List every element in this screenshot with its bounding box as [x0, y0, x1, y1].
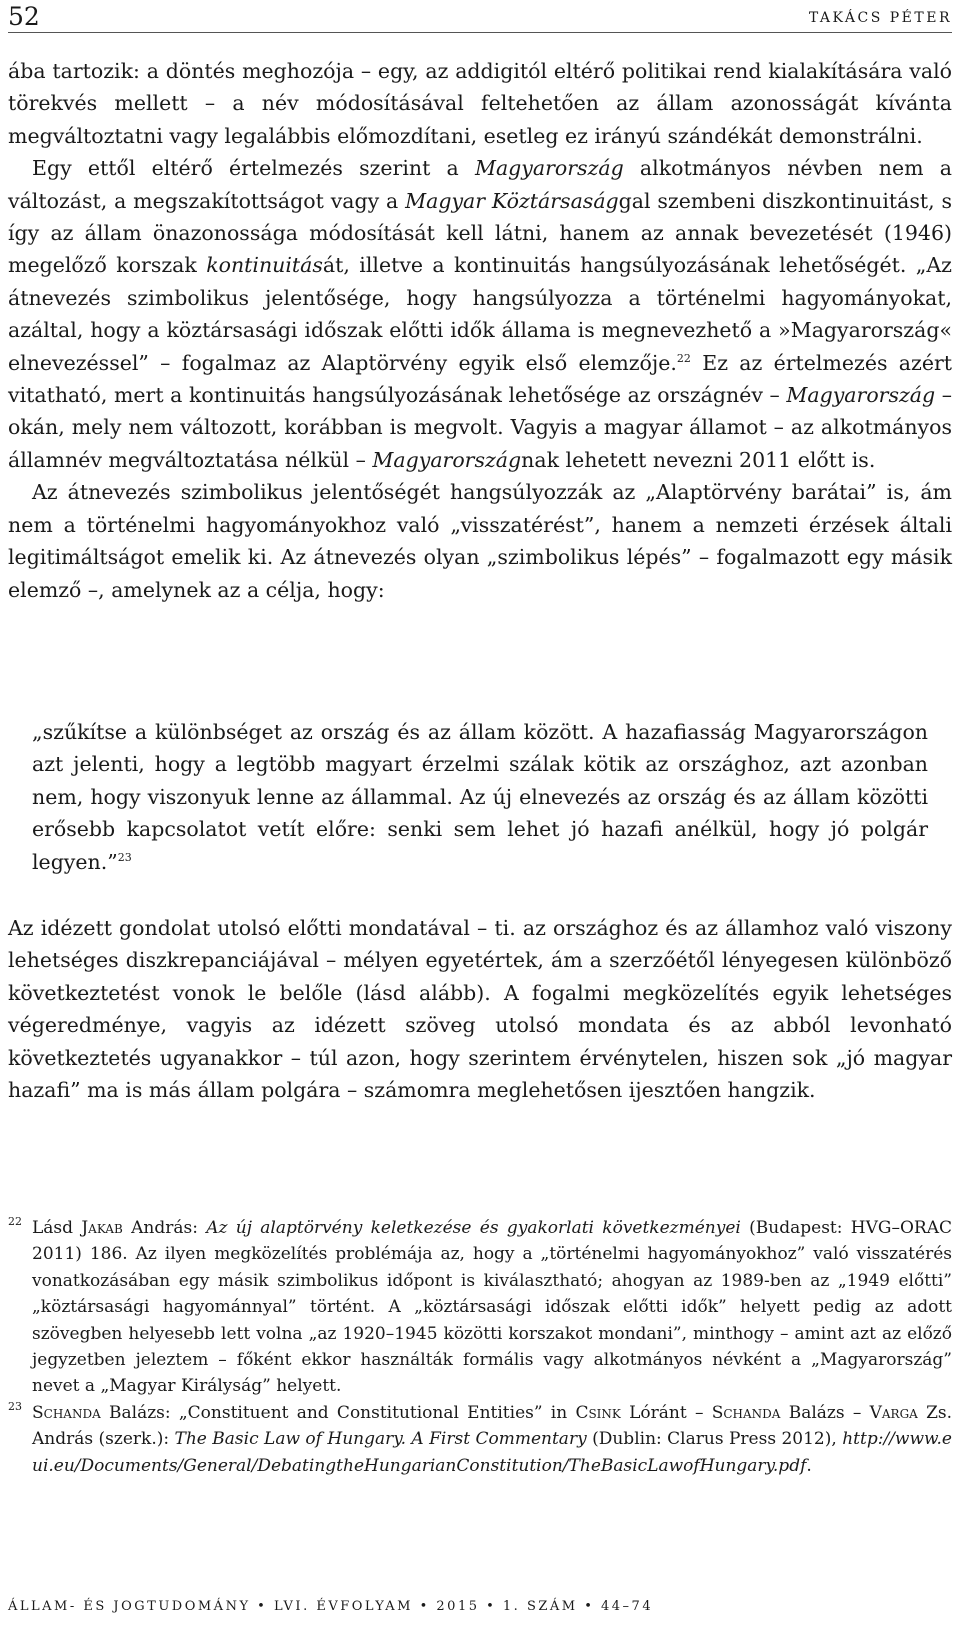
author-name: Jakab [81, 1218, 123, 1238]
paragraph-conclusion: Az idézett gondolat utolsó előtti mondatával – ti. az országhoz és az államhoz való viszony lehetséges diszkrepanciájával – mélyen egyetértek, ám a szerzőétől lényegesen különböző következtetést vonok le belőle (lásd alább). A fogalmi megközelítés egyik lehetséges végeredménye, vagyis az idézett szöveg utolsó mondata és az abból levonható következtetés ugyanakkor – túl azon, hogy szerintem érvénytelen, hiszen sok „jó magyar hazafi” ma is más állam polgára – számomra meglehetősen ijesztően hangzik. [8, 916, 952, 1103]
footnote-22: 22 Lásd Jakab András: Az új alaptörvény keletkezése és gyakorlati következményei (Budapest: HVG–ORAC 2011) 186. Az ilyen megközelítés problémája az, hogy a „történelmi hagyományokhoz” való visszatérés vonatkozásában egy másik szimbolikus időpont is kiválasztható; ahogyan az 1989-ben az „1949 előtti” „köztársasági hagyománnyal” történt. A „köztársasági időszak előtti idők” helyett pedig az adott szövegben helyesebb lett volna „az 1920–1945 közötti korszakot mondani”, minthogy – amint azt az előző jegyzetben jeleztem – főként ekkor használták formális vagy alkotmányos névként a „Magyarország” nevet a „Magyar Királyság” helyett. [8, 1215, 952, 1400]
paragraph-friends: Az átnevezés szimbolikus jelentőségét hangsúlyozzák az „Alaptörvény barátai” is, ám nem a történelmi hagyományokhoz való „visszatérést”, hanem a nemzeti érzések általi legitimáltságot emelik ki. Az átnevezés olyan „szimbolikus lépés” – fogalmazott egy másik elemző –, amelynek az a célja, hogy: [8, 480, 952, 602]
page-number: 52 [8, 2, 40, 31]
paragraph-continued: ába tartozik: a döntés meghozója – egy, az addigitól eltérő politikai rend kialakítására való törekvés mellett – a név módosításával feltehetően az állam azonosságát kívánta megváltoztatni vagy legalábbis előmozdítani, esetleg ez irányú szándékát demonstrálni. [8, 59, 952, 148]
book-title: The Basic Law of Hungary. A First Commentary [174, 1429, 587, 1450]
journal-footer: ÁLLAM- ÉS JOGTUDOMÁNY • LVI. ÉVFOLYAM • 2015 • 1. SZÁM • 44–74 [8, 1599, 654, 1614]
main-text-lower [8, 912, 952, 1106]
footnote-ref-22[interactable]: 22 [676, 351, 691, 365]
author-name: Varga [869, 1402, 918, 1423]
footnote-number: 23 [8, 1399, 22, 1413]
author-name: Schanda [711, 1402, 781, 1423]
block-quote [32, 716, 928, 878]
paragraph-interpretation: Egy ettől eltérő értelmezés szerint a Magyarország alkotmányos névben nem a változást, a megszakítottságot vagy a Magyar Köztársasággal szembeni diszkontinuitást, s így az állam önazonossága módosítását kell látni, hanem az annak bevezetését (1946) megelőző korszak kontinuitását, illetve a kontinuitás hangsúlyozásának lehetőségét. „Az átnevezés szimbolikus jelentősége, hogy hangsúlyozza a történelmi hagyományokat, azáltal, hogy a köztársasági időszak előtti idők állama is megnevezhető a »Magyarország« elnevezéssel” – fogalmaz az Alaptörvény egyik első elemzője.$^{22}$ Ez az értelmezés azért vitatható, mert a kontinuitás hangsúlyozásának lehetősége az országnév – Magyarország – okán, mely nem változott, korábban is megvolt. Vagyis a magyar államot – az alkotmányos államnév megváltoztatása nélkül – Magyarországnak lehetett nevezni 2011 előtt is. [8, 156, 952, 472]
italic-term: kontinuitás [206, 253, 323, 278]
author-name: Csink [575, 1402, 621, 1423]
footnotes [8, 1215, 952, 1479]
footnote-number: 22 [8, 1215, 22, 1228]
main-text-upper [8, 55, 952, 606]
running-head-author: TAKÁCS PÉTER [808, 10, 952, 26]
footnote-ref-23[interactable]: 23 [117, 850, 132, 864]
author-name: Schanda [32, 1402, 101, 1423]
page-header [8, 2, 952, 33]
url-link[interactable]: http://www.eui.eu/Documents/General/DebatingtheHungarianConstitution/TheBasicLawofHungary.pdf [32, 1429, 952, 1476]
footnote-23: 23 Schanda Balázs: „Constituent and Constitutional Entities” in Csink Lóránt – Schanda Balázs – Varga Zs. András (szerk.): The Basic Law of Hungary. A First Commentary (Dublin: Clarus Press 2012), http://www.eui.eu/Documents/General/DebatingtheHungarianConstitution/TheBasicLawofHungary.pdf. [8, 1400, 952, 1479]
italic-term: Magyarország [786, 383, 936, 408]
quote-text: „szűkítse a különbséget az ország és az állam között. A hazafiasság Magyarországon azt jelenti, hogy a legtöbb magyart érzelmi szálak kötik az országhoz, azt azonban nem, hogy viszonyuk lenne az állammal. Az új elnevezés az ország és az állam közötti erősebb kapcsolatot vetít előre: senki sem lehet jó hazafi anélkül, hogy jó polgár legyen.”$^{23}$ [32, 720, 928, 874]
book-title: Az új alaptörvény keletkezése és gyakorlati következményei [206, 1218, 741, 1238]
italic-term: Magyarország [474, 156, 624, 181]
italic-term: Magyarország [372, 447, 522, 472]
italic-term: Magyar Köztársaság [405, 188, 619, 213]
